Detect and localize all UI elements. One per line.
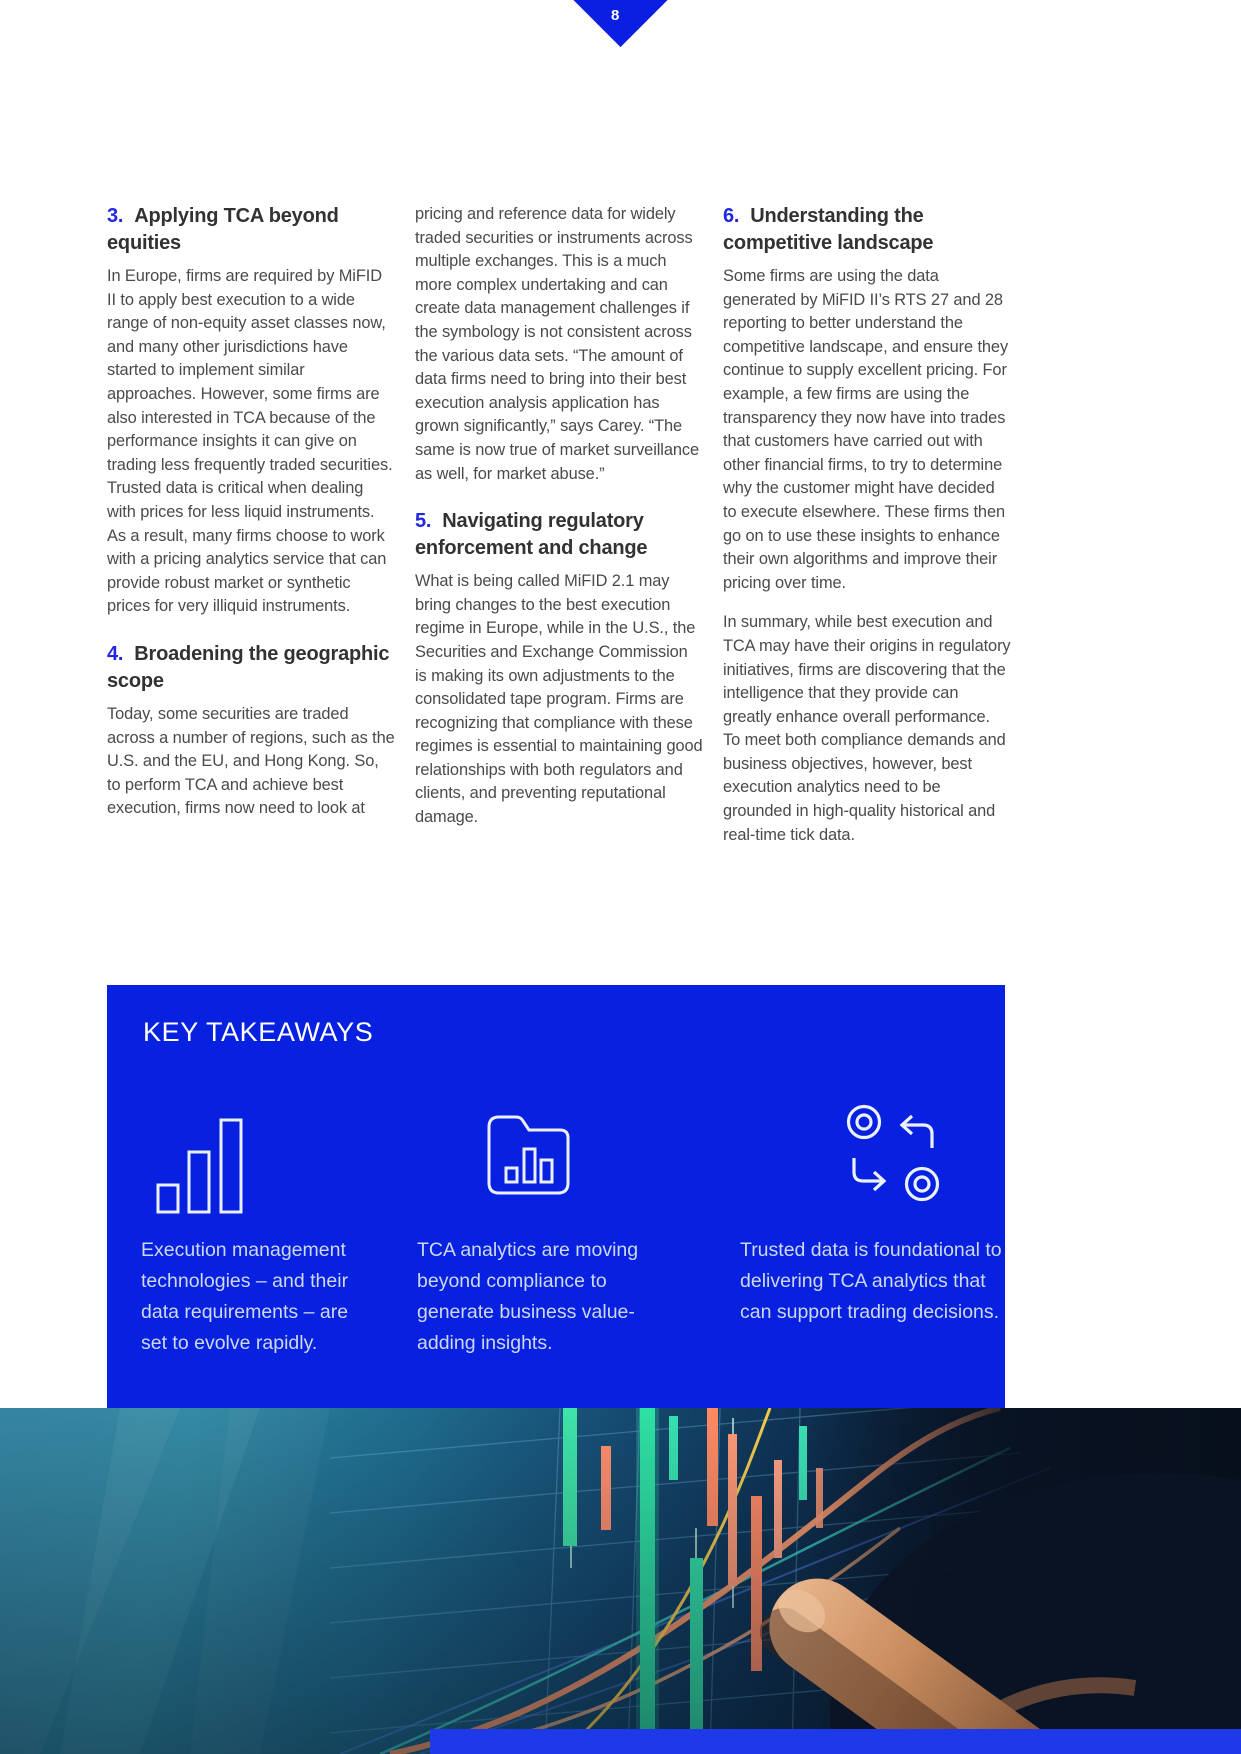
bottom-accent-bar [430,1729,1241,1754]
paragraph-section-6: Some firms are using the data generated by MiFID II’s RTS 27 and 28 reporting to better understand the competitive landscape, and ensure they continue to supply excellent pricing. For example, a few firms are using the transparency they now have into trades that customers have carried out with other financial firms, to try to determine why the customer might have decided to execute elsewhere. These firms then go on to use these insights to enhance their own algorithms and improve their pricing over time. [723,267,1009,592]
section-heading-6 [723,203,1011,257]
page-number-diamond [552,0,689,47]
section-number-3: 3. [107,205,124,227]
takeaway-item-1: Execution management technologies – and their data requirements – are set to evolve rapidly. [141,1239,349,1354]
trading-chart-illustration [0,1408,1241,1754]
article-column-1 [107,203,395,837]
section-number-6: 6. [723,205,740,227]
section-title-4: Broadening the geographic scope [107,642,390,692]
section-title-5: Navigating regulatory enforcement and change [415,510,648,560]
data-exchange-icon [843,1103,943,1203]
trading-screen-photo [0,1408,1241,1754]
section-number-5: 5. [415,510,432,533]
paragraph-section-3: In Europe, firms are required by MiFID II to apply best execution to a wide range of non-equity asset classes now, and many other jurisdictions have started to implement similar approaches. However, some firms are also interested in TCA because of the performance insights it can give on trading less frequently traded securities. Trusted data is critical when dealing with prices for less liquid instruments. As a result, many firms choose to work with a pricing analytics service that can provide robust market or synthetic prices for very illiquid instruments. [107,267,393,616]
section-heading-4 [107,641,395,695]
section-title-6: Understanding the competitive landscape [723,205,934,254]
bar-chart-icon [155,1118,245,1215]
folder-chart-icon [483,1111,573,1199]
takeaway-item-2: TCA analytics are moving beyond compliance to generate business value-adding insights. [417,1239,639,1354]
article-column-3 [723,203,1011,863]
section-heading-3 [107,203,395,257]
page-number: 8 [611,7,620,24]
key-takeaways-panel [107,985,1005,1408]
section-number-4: 4. [107,642,124,665]
paragraph-summary: In summary, while best execution and TCA may have their origins in regulatory initiatives, firms are discovering that the intelligence that they provide can greatly enhance overall performance. To meet both compliance demands and business objectives, however, best execution analytics need to be grounded in high-quality historical and real-time tick data. [723,613,1011,844]
takeaway-item-3: Trusted data is foundational to delivering TCA analytics that can support trading decisions. [740,1239,1002,1323]
article-column-2 [415,203,703,846]
section-heading-5 [415,508,703,562]
paragraph-section-4-continued: pricing and reference data for widely traded securities or instruments across multiple exchanges. This is a much more complex undertaking and can create data management challenges if the symbology is not consistent across the various data sets. “The amount of data firms need to bring into their best execution analysis application has grown significantly,” says Carey. “The same is now true of market surveillance as well, for market abuse.” [415,205,699,483]
paragraph-section-4: Today, some securities are traded across a number of regions, such as the U.S. and the EU, and Hong Kong. So, to perform TCA and achieve best execution, firms now need to look at [107,704,395,818]
section-title-3: Applying TCA beyond equities [107,205,339,254]
key-takeaways-title: KEY TAKEAWAYS [143,1017,374,1047]
paragraph-section-5: What is being called MiFID 2.1 may bring changes to the best execution regime in Europe, while in the U.S., the Securities and Exchange Commission is making its own adjustments to the consolidated tape program. Firms are recognizing that compliance with these regimes is essential to maintaining good relationships with both regulators and clients, and preventing reputational damage. [415,572,703,827]
